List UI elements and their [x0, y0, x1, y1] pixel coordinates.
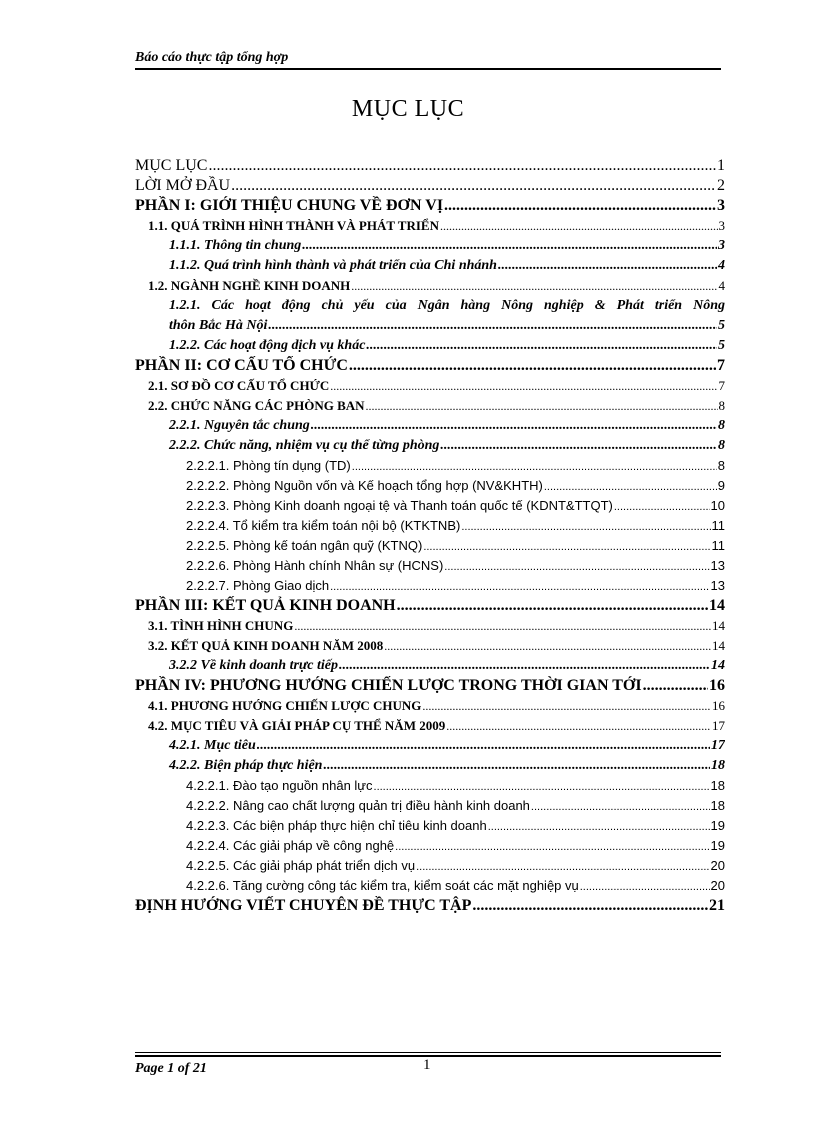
toc-page-number: 2 — [717, 177, 725, 194]
toc-leader-dots — [366, 336, 717, 356]
toc-entry[interactable] — [135, 496, 725, 516]
toc-entry[interactable] — [135, 756, 725, 776]
toc-leader-dots — [461, 517, 710, 536]
toc-entry-label: 1.1.2. Quá trình hình thành và phát triển của Chi nhánh — [169, 258, 497, 273]
toc-leader-dots — [444, 196, 716, 216]
toc-entry[interactable] — [135, 616, 725, 636]
toc-page-number: 9 — [717, 478, 725, 493]
toc-leader-dots — [323, 756, 710, 776]
toc-entry[interactable] — [135, 876, 725, 896]
toc-entry-label: 2.2.2.5. Phòng kế toán ngân quỹ (KTNQ) — [186, 538, 423, 553]
toc-page-number: 14 — [712, 618, 725, 633]
toc-page-number: 8 — [718, 438, 725, 453]
toc-entry-label: 4.2.2.6. Tăng cường công tác kiểm tra, kiểm soát các mặt nghiệp vụ — [186, 878, 579, 893]
toc-entry-label: 4.2.2.3. Các biện pháp thực hiện chỉ tiêu kinh doanh — [186, 818, 487, 833]
toc-entry-label: 4.1. PHƯƠNG HƯỚNG CHIẾN LƯỢC CHUNG — [148, 698, 422, 713]
toc-entry[interactable] — [135, 836, 725, 856]
toc-entry-label: thôn Bắc Hà Nội — [169, 318, 268, 333]
toc-leader-dots — [544, 477, 717, 496]
toc-leader-dots — [446, 716, 711, 736]
toc-leader-dots — [339, 656, 710, 676]
toc-page-number: 8 — [718, 398, 725, 413]
toc-entry[interactable] — [135, 236, 725, 256]
toc-page-number: 10 — [710, 498, 725, 513]
toc-entry-label: PHẦN IV: PHƯƠNG HƯỚNG CHIẾN LƯỢC TRONG THỜI GIAN TỚI — [135, 677, 642, 694]
toc-entry[interactable] — [135, 816, 725, 836]
toc-entry[interactable] — [135, 476, 725, 496]
toc-entry-line[interactable] — [135, 296, 725, 316]
toc-entry-label: PHẦN I: GIỚI THIỆU CHUNG VỀ ĐƠN VỊ — [135, 197, 444, 214]
toc-entry[interactable] — [135, 796, 725, 816]
toc-entry[interactable] — [135, 336, 725, 356]
toc-entry-label: 2.2.1. Nguyên tắc chung — [169, 418, 310, 433]
toc-page-number: 17 — [712, 718, 725, 733]
toc-entry[interactable] — [135, 696, 725, 716]
toc-entry-label: 4.2.2.2. Nâng cao chất lượng quản trị điều hành kinh doanh — [186, 798, 530, 813]
header-rule — [135, 68, 721, 70]
toc-leader-dots — [498, 256, 717, 276]
toc-leader-dots — [444, 557, 709, 576]
toc-entry[interactable] — [135, 576, 725, 596]
toc-page-number: 17 — [711, 738, 725, 753]
header-title: Báo cáo thực tập tổng hợp — [135, 50, 289, 65]
toc-entry-label: LỜI MỞ ĐẦU — [135, 177, 231, 194]
toc-leader-dots — [397, 596, 708, 616]
toc-entry[interactable] — [135, 356, 725, 376]
toc-entry[interactable] — [135, 256, 725, 276]
toc-entry[interactable] — [135, 316, 725, 336]
page-footer — [135, 1052, 721, 1079]
toc-entry-label: 2.2.2.1. Phòng tín dụng (TD) — [186, 458, 351, 473]
toc-entry-label: 2.2.2.7. Phòng Giao dịch — [186, 578, 330, 593]
toc-entry-label: 2.1. SƠ ĐỒ CƠ CẤU TỔ CHỨC — [148, 378, 330, 393]
toc-entry[interactable] — [135, 656, 725, 676]
footer-page-label: Page 1 of 21 — [135, 1061, 207, 1076]
toc-entry-label: 1.2.1. Các hoạt động chủ yếu của Ngân hàng Nông nghiệp & Phát triển Nông — [169, 298, 725, 313]
toc-entry[interactable] — [135, 396, 725, 416]
toc-page-number: 21 — [709, 897, 725, 914]
toc-entry[interactable] — [135, 436, 725, 456]
table-of-contents — [135, 156, 725, 916]
toc-entry-label: 2.2.2.2. Phòng Nguồn vốn và Kế hoạch tổng hợp (NV&KHTH) — [186, 478, 543, 493]
toc-entry[interactable] — [135, 416, 725, 436]
toc-entry[interactable] — [135, 156, 725, 176]
toc-entry-label: ĐỊNH HƯỚNG VIẾT CHUYÊN ĐỀ THỰC TẬP — [135, 897, 472, 914]
toc-leader-dots — [384, 636, 711, 656]
toc-entry-label: 2.2.2.3. Phòng Kinh doanh ngoại tệ và Thanh toán quốc tế (KDNT&TTQT) — [186, 498, 613, 513]
toc-entry[interactable] — [135, 896, 725, 916]
toc-leader-dots — [351, 276, 717, 296]
toc-leader-dots — [423, 537, 710, 556]
toc-entry[interactable] — [135, 556, 725, 576]
toc-page-number: 18 — [710, 778, 725, 793]
toc-leader-dots — [422, 696, 711, 716]
toc-entry[interactable] — [135, 596, 725, 616]
footer-page-number: 1 — [423, 1057, 431, 1073]
toc-page-number: 5 — [718, 338, 725, 353]
toc-page-number: 19 — [710, 818, 725, 833]
toc-entry[interactable] — [135, 516, 725, 536]
toc-leader-dots — [294, 616, 711, 636]
toc-page-number: 13 — [710, 578, 725, 593]
footer-rule — [135, 1052, 721, 1053]
toc-entry[interactable] — [135, 216, 725, 236]
toc-page-number: 14 — [711, 658, 725, 673]
toc-leader-dots — [302, 236, 717, 256]
toc-leader-dots — [440, 436, 717, 456]
page-title: MỤC LỤC — [351, 96, 465, 122]
toc-entry-label: 3.2.2 Về kinh doanh trực tiếp — [169, 658, 339, 673]
toc-leader-dots — [440, 216, 718, 236]
toc-entry-label: 2.2. CHỨC NĂNG CÁC PHÒNG BAN — [148, 398, 365, 413]
toc-entry-label: 2.2.2.4. Tổ kiểm tra kiểm toán nội bộ (KTKTNB) — [186, 518, 461, 533]
toc-leader-dots — [416, 857, 709, 876]
toc-page-number: 7 — [717, 357, 725, 374]
toc-entry-label: 2.2.2.6. Phòng Hành chính Nhân sự (HCNS) — [186, 558, 444, 573]
toc-entry-label: 3.2. KẾT QUẢ KINH DOANH NĂM 2008 — [148, 638, 384, 653]
toc-page-number: 20 — [710, 858, 725, 873]
toc-entry-label: 1.2.2. Các hoạt động dịch vụ khác — [169, 338, 366, 353]
toc-leader-dots — [580, 877, 710, 896]
toc-leader-dots — [231, 176, 716, 196]
toc-page-number: 11 — [711, 538, 725, 553]
toc-page-number: 11 — [711, 518, 725, 533]
toc-page-number: 18 — [711, 758, 725, 773]
toc-entry[interactable] — [135, 676, 725, 696]
toc-leader-dots — [395, 837, 709, 856]
toc-entry-label: 4.2. MỤC TIÊU VÀ GIẢI PHÁP CỤ THỂ NĂM 2009 — [148, 718, 446, 733]
toc-leader-dots — [208, 156, 716, 176]
toc-page-number: 4 — [718, 278, 725, 293]
toc-leader-dots — [643, 676, 708, 696]
toc-leader-dots — [330, 577, 709, 596]
toc-leader-dots — [614, 497, 710, 516]
toc-entry[interactable] — [135, 196, 725, 216]
toc-leader-dots — [352, 457, 717, 476]
page-header — [135, 49, 721, 70]
toc-page-number: 1 — [717, 157, 725, 174]
toc-entry-label: 1.1.1. Thông tin chung — [169, 238, 302, 253]
toc-leader-dots — [366, 396, 718, 416]
toc-page-number: 20 — [710, 878, 725, 893]
toc-leader-dots — [374, 777, 710, 796]
toc-entry-label: 3.1. TÌNH HÌNH CHUNG — [148, 618, 294, 633]
toc-page-number: 16 — [712, 698, 725, 713]
toc-page-number: 8 — [717, 458, 725, 473]
toc-page-number: 13 — [710, 558, 725, 573]
toc-entry-label: 4.2.2.1. Đào tạo nguồn nhân lực — [186, 778, 373, 793]
toc-page-number: 19 — [710, 838, 725, 853]
toc-entry-label: 4.2.2. Biện pháp thực hiện — [169, 758, 323, 773]
toc-entry[interactable] — [135, 536, 725, 556]
toc-page-number: 18 — [710, 798, 725, 813]
toc-leader-dots — [472, 896, 708, 916]
toc-entry[interactable] — [135, 856, 725, 876]
toc-page-number: 3 — [718, 238, 725, 253]
toc-entry[interactable] — [135, 776, 725, 796]
toc-page-number: 3 — [718, 218, 725, 233]
toc-leader-dots — [349, 356, 716, 376]
toc-page-number: 8 — [718, 418, 725, 433]
toc-page-number: 14 — [709, 597, 725, 614]
toc-entry-label: MỤC LỤC — [135, 157, 208, 174]
toc-page-number: 14 — [712, 638, 725, 653]
toc-entry-label: PHẦN III: KẾT QUẢ KINH DOANH — [135, 597, 396, 614]
toc-entry-label: 1.1. QUÁ TRÌNH HÌNH THÀNH VÀ PHÁT TRIỂN — [148, 218, 439, 233]
toc-leader-dots — [311, 416, 717, 436]
toc-entry[interactable] — [135, 376, 725, 396]
toc-page-number: 4 — [718, 258, 725, 273]
toc-entry-label: 4.2.1. Mục tiêu — [169, 738, 256, 753]
toc-page-number: 3 — [717, 197, 725, 214]
toc-entry[interactable] — [135, 636, 725, 656]
toc-leader-dots — [330, 376, 717, 396]
toc-entry-label: 4.2.2.4. Các giải pháp về công nghệ — [186, 838, 395, 853]
toc-entry[interactable] — [135, 736, 725, 756]
toc-entry[interactable] — [135, 176, 725, 196]
toc-leader-dots — [531, 797, 710, 816]
toc-entry[interactable] — [135, 716, 725, 736]
toc-entry-label: 1.2. NGÀNH NGHỀ KINH DOANH — [148, 278, 351, 293]
toc-leader-dots — [268, 316, 717, 336]
toc-page-number: 7 — [718, 378, 725, 393]
toc-entry-label: 4.2.2.5. Các giải pháp phát triển dịch vụ — [186, 858, 416, 873]
toc-page-number: 5 — [718, 318, 725, 333]
toc-entry-label: PHẦN II: CƠ CẤU TỔ CHỨC — [135, 357, 348, 374]
toc-leader-dots — [257, 736, 710, 756]
toc-entry[interactable] — [135, 456, 725, 476]
toc-leader-dots — [488, 817, 710, 836]
toc-entry[interactable] — [135, 276, 725, 296]
toc-entry-label: 2.2.2. Chức năng, nhiệm vụ cụ thể từng phòng — [169, 438, 440, 453]
toc-page-number: 16 — [709, 677, 725, 694]
